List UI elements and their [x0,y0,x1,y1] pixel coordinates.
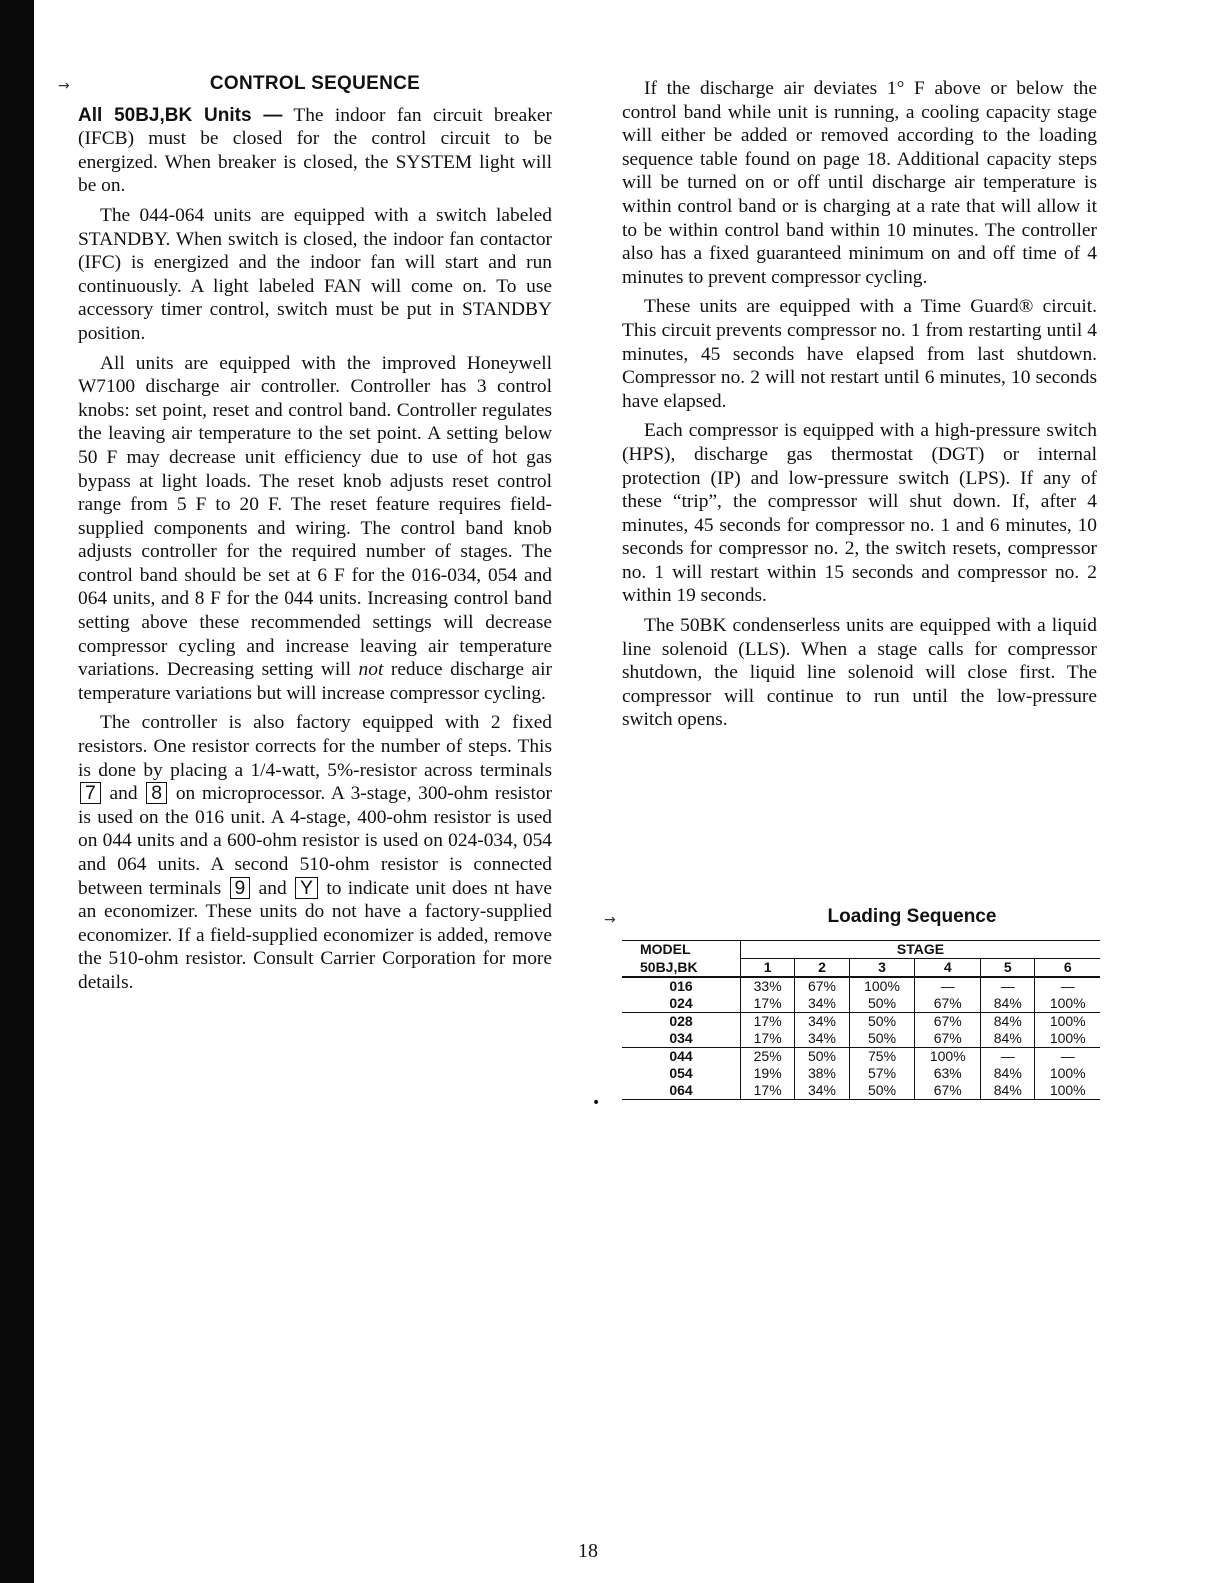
table-row [622,995,1100,1013]
stage-value-cell: 67% [915,995,981,1013]
stage-value-cell: — [1035,1048,1100,1066]
paragraph-text: reduce discharge air temperature variations but will increase compressor cycling. [78,659,552,704]
margin-bullet: • [592,1095,601,1111]
model-cell: 024 [622,995,741,1013]
stage-value-cell: 100% [915,1048,981,1066]
stage-number: 4 [915,959,981,978]
table-subheader-row [622,959,1100,978]
stage-value-cell: 34% [795,1013,849,1031]
stage-value-cell: 17% [741,995,795,1013]
model-cell: 064 [622,1082,741,1100]
stage-value-cell: 50% [849,1082,915,1100]
run-in-heading: All 50BJ,BK Units — [78,104,283,126]
stage-value-cell: 100% [1035,1030,1100,1048]
stage-value-cell: 19% [753,1065,782,1081]
paragraph-controller [78,352,552,706]
stage-value-cell: 33% [753,978,782,994]
stage-value-cell: 34% [795,1082,849,1100]
table-header-row [622,941,1100,959]
stage-value-cell: — [981,1048,1035,1066]
paragraph-text: and [102,783,145,805]
stage-value-cell: 100% [1035,1013,1100,1031]
table-row [622,1065,1100,1082]
paragraph-condenserless: The 50BK condenserless units are equipped with a liquid line solenoid (LLS). When a stage calls for compressor shutdown, the liquid line solenoid will close first. The compressor will continue to run until the low-pressure switch opens. [622,615,1097,731]
paragraph-text: on microprocessor. A 3-stage, 300-ohm resistor is used on the 016 unit. A 4-stage, 400-ohm resistor is used on 044 units and a 600-ohm resistor is used on 024-034, 054 and 064 units. A second 510-ohm resistor is connected between terminals [78,783,553,899]
stage-value-cell: 84% [981,1082,1035,1100]
right-column [622,77,1097,738]
table-row [622,1030,1100,1048]
stage-value-cell: 84% [981,1030,1035,1048]
loading-sequence-table [622,940,1100,1100]
table-title: Loading Sequence [827,906,997,927]
paragraph-text: All units are equipped with the improved Honeywell W7100 discharge air controller. Controller has 3 control knobs: set point, reset and control band. Controller regulates the leaving air temperature to the set point. A setting below 50 F may decrease unit efficiency due to use of hot gas bypass at light loads. The reset knob adjusts reset control range from 5 F to 20 F. The reset feature requires field-supplied components and wiring. The control band knob adjusts controller for the required number of stages. The control band should be set at 6 F for the 016-034, 054 and 064 units, and 8 F for the 044 units. Increasing control band setting above these recommended settings will decrease compressor cycling and increase leaving air temperature variations. Decreasing setting will [78,352,552,681]
stage-value-cell: — [915,977,981,995]
stage-value-cell: 34% [795,995,849,1013]
table-body [622,977,1100,1100]
page-number: 18 [578,1540,598,1562]
stage-value-cell: 84% [981,995,1035,1013]
terminal-7-box: 7 [80,782,101,804]
binding-edge [0,0,34,1583]
stage-value-cell: 57% [849,1065,915,1082]
stage-value-cell: — [981,977,1035,995]
stage-value-cell: 100% [1035,1082,1100,1100]
paragraph-text: to indicate unit does nt have an economizer. These units do not have a factory-supplied economizer. If a field-supplied economizer is added, remove the 510-ohm resistor. Consult Carrier Corporation for more details. [78,877,553,993]
stage-number: 6 [1035,959,1100,978]
model-cell: 028 [622,1013,741,1031]
paragraph-text: The indoor fan circuit breaker (IFCB) must be closed for the control circuit to be energized. When breaker is closed, the SYSTEM light will be on. [78,104,552,197]
model-cell: 044 [622,1048,741,1066]
model-header: MODEL [622,941,741,959]
stage-value-cell: 50% [849,995,915,1013]
stage-number: 5 [981,959,1035,978]
stage-value-cell: 67% [915,1030,981,1048]
model-cell: 034 [622,1030,741,1048]
stage-value-cell: 100% [1035,995,1100,1013]
stage-value-cell: 75% [849,1048,915,1066]
stage-header: STAGE [741,941,1101,959]
stage-number: 2 [795,959,849,978]
stage-value-cell: 67% [795,977,849,995]
stage-number: 1 [741,959,795,978]
stage-value-cell: 84% [981,1065,1035,1082]
left-column [78,72,552,1001]
model-subheader: 50BJ,BK [622,959,741,978]
stage-value-cell: 17% [741,1030,795,1048]
paragraph-text: and [252,877,294,899]
stage-value-cell: 50% [849,1013,915,1031]
section-heading: CONTROL SEQUENCE [209,73,421,94]
stage-value-cell: 25% [753,1048,782,1064]
stage-value-cell: 100% [849,977,915,995]
paragraph-time-guard: These units are equipped with a Time Guard® circuit. This circuit prevents compressor no. 1 from restarting until 4 minutes, 45 seconds have elapsed from last shutdown. Compressor no. 2 will not restart until 6 minutes, 10 seconds have elapsed. [622,296,1097,412]
stage-value-cell: 17% [753,1013,782,1029]
stage-value-cell: 38% [795,1065,849,1082]
stage-value-cell: 84% [981,1013,1035,1031]
stage-value-cell: — [1035,977,1100,995]
paragraph-text: The controller is also factory equipped with 2 fixed resistors. One resistor corrects for the number of steps. This is done by placing a 1/4-watt, 5%-resistor across terminals [78,712,552,781]
stage-value-cell: 67% [915,1082,981,1100]
revision-arrow-left: → [58,78,70,94]
stage-number: 3 [849,959,915,978]
paragraph-discharge-air: If the discharge air deviates 1° F above or below the control band while unit is running, a cooling capacity stage will either be added or removed according to the loading sequence table found on page 18. Additional capacity steps will be turned on or off until discharge air temperature is within control band or is charging at a rate that will allow it to be within control band within 10 minutes. The controller also has a fixed guaranteed minimum on and off time of 4 minutes to prevent compressor cycling. [622,78,1097,288]
stage-value-cell: 50% [795,1048,849,1066]
paragraph-compressor-protection: Each compressor is equipped with a high-pressure switch (HPS), discharge gas thermostat (DGT) or internal protection (IP) and low-pressure switch (LPS). If any of these “trip”, the compressor will shut down. If, after 4 minutes, 45 seconds for compressor no. 1 and 6 minutes, 10 seconds for compressor no. 2, the switch resets, compressor no. 1 will restart within 15 seconds and compressor no. 2 within 19 seconds. [622,420,1097,607]
paragraph-units [78,104,552,198]
stage-value-cell: 100% [1035,1065,1100,1082]
table-row [622,1013,1100,1031]
terminal-8-box: 8 [146,782,167,804]
terminal-y-box: Y [295,877,318,899]
stage-value-cell: 63% [915,1065,981,1082]
table-row [622,1082,1100,1100]
stage-value-cell: 50% [849,1030,915,1048]
emphasis-not: not [358,659,384,681]
model-cell: 016 [622,977,741,995]
stage-value-cell: 67% [915,1013,981,1031]
table-row [622,1048,1100,1066]
table-row [622,977,1100,995]
model-cell: 054 [622,1065,741,1082]
stage-value-cell: 34% [795,1030,849,1048]
stage-value-cell: 17% [741,1082,795,1100]
paragraph-standby: The 044-064 units are equipped with a switch labeled STANDBY. When switch is closed, the indoor fan contactor (IFC) is energized and the indoor fan will start and run continuously. A light labeled FAN will come on. To use accessory timer control, switch must be put in STANDBY position. [78,204,552,344]
revision-arrow-table: → [604,912,616,928]
paragraph-resistors [78,711,552,994]
terminal-9-box: 9 [230,877,251,899]
